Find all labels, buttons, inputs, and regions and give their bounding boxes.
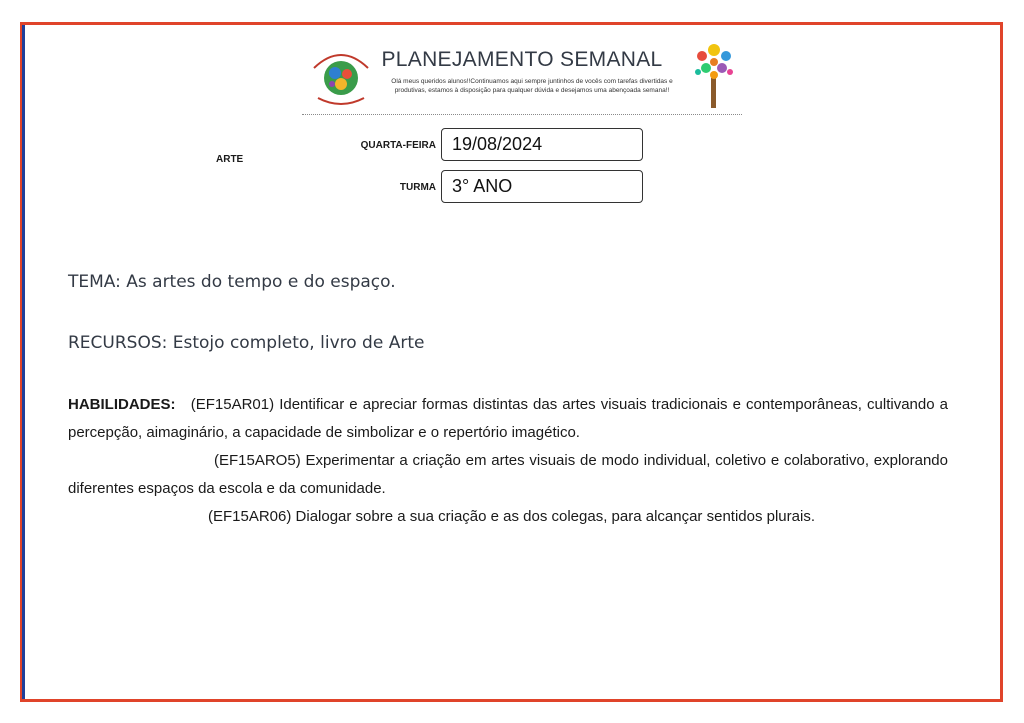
page-title: PLANEJAMENTO SEMANAL — [381, 48, 663, 71]
day-label: QUARTA-FEIRA — [360, 140, 436, 151]
page-border-accent — [22, 25, 25, 699]
recursos-text: RECURSOS: Estojo completo, livro de Arte — [68, 333, 425, 353]
skill-3: (EF15AR06) Dialogar sobre a sua criação e as dos colegas, para alcançar sentidos plurais. — [208, 508, 815, 525]
skill-2: (EF15ARO5) Experimentar a criação em artes visuais de modo individual, coletivo e colaborativo, explorando diferentes espaços da escola e da comunidade. — [68, 452, 948, 497]
class-label: TURMA — [399, 182, 436, 193]
document-header — [302, 42, 742, 115]
subject-label: ARTE — [216, 154, 244, 165]
skill-1: (EF15AR01) Identificar e apreciar formas distintas das artes visuais tradicionais e contemporâneas, cultivando a percepção, aimaginário, a capacidade de simbolizar e o repertório imagético. — [68, 396, 948, 441]
habilidades-section — [68, 391, 948, 531]
tree-icon — [692, 42, 736, 110]
tema-text: TEMA: As artes do tempo e do espaço. — [68, 272, 396, 292]
habilidades-heading: HABILIDADES: — [68, 396, 176, 413]
date-field: 19/08/2024 — [441, 128, 643, 161]
page-border — [20, 22, 1003, 702]
page-subtitle: Olá meus queridos alunos!!Continuamos aqui sempre juntinhos de vocês com tarefas divertidas e produtivas, estamos à disposição para qualquer dúvida e desejamos uma abençoada semana!! — [391, 78, 673, 94]
class-field: 3° ANO — [441, 170, 643, 203]
